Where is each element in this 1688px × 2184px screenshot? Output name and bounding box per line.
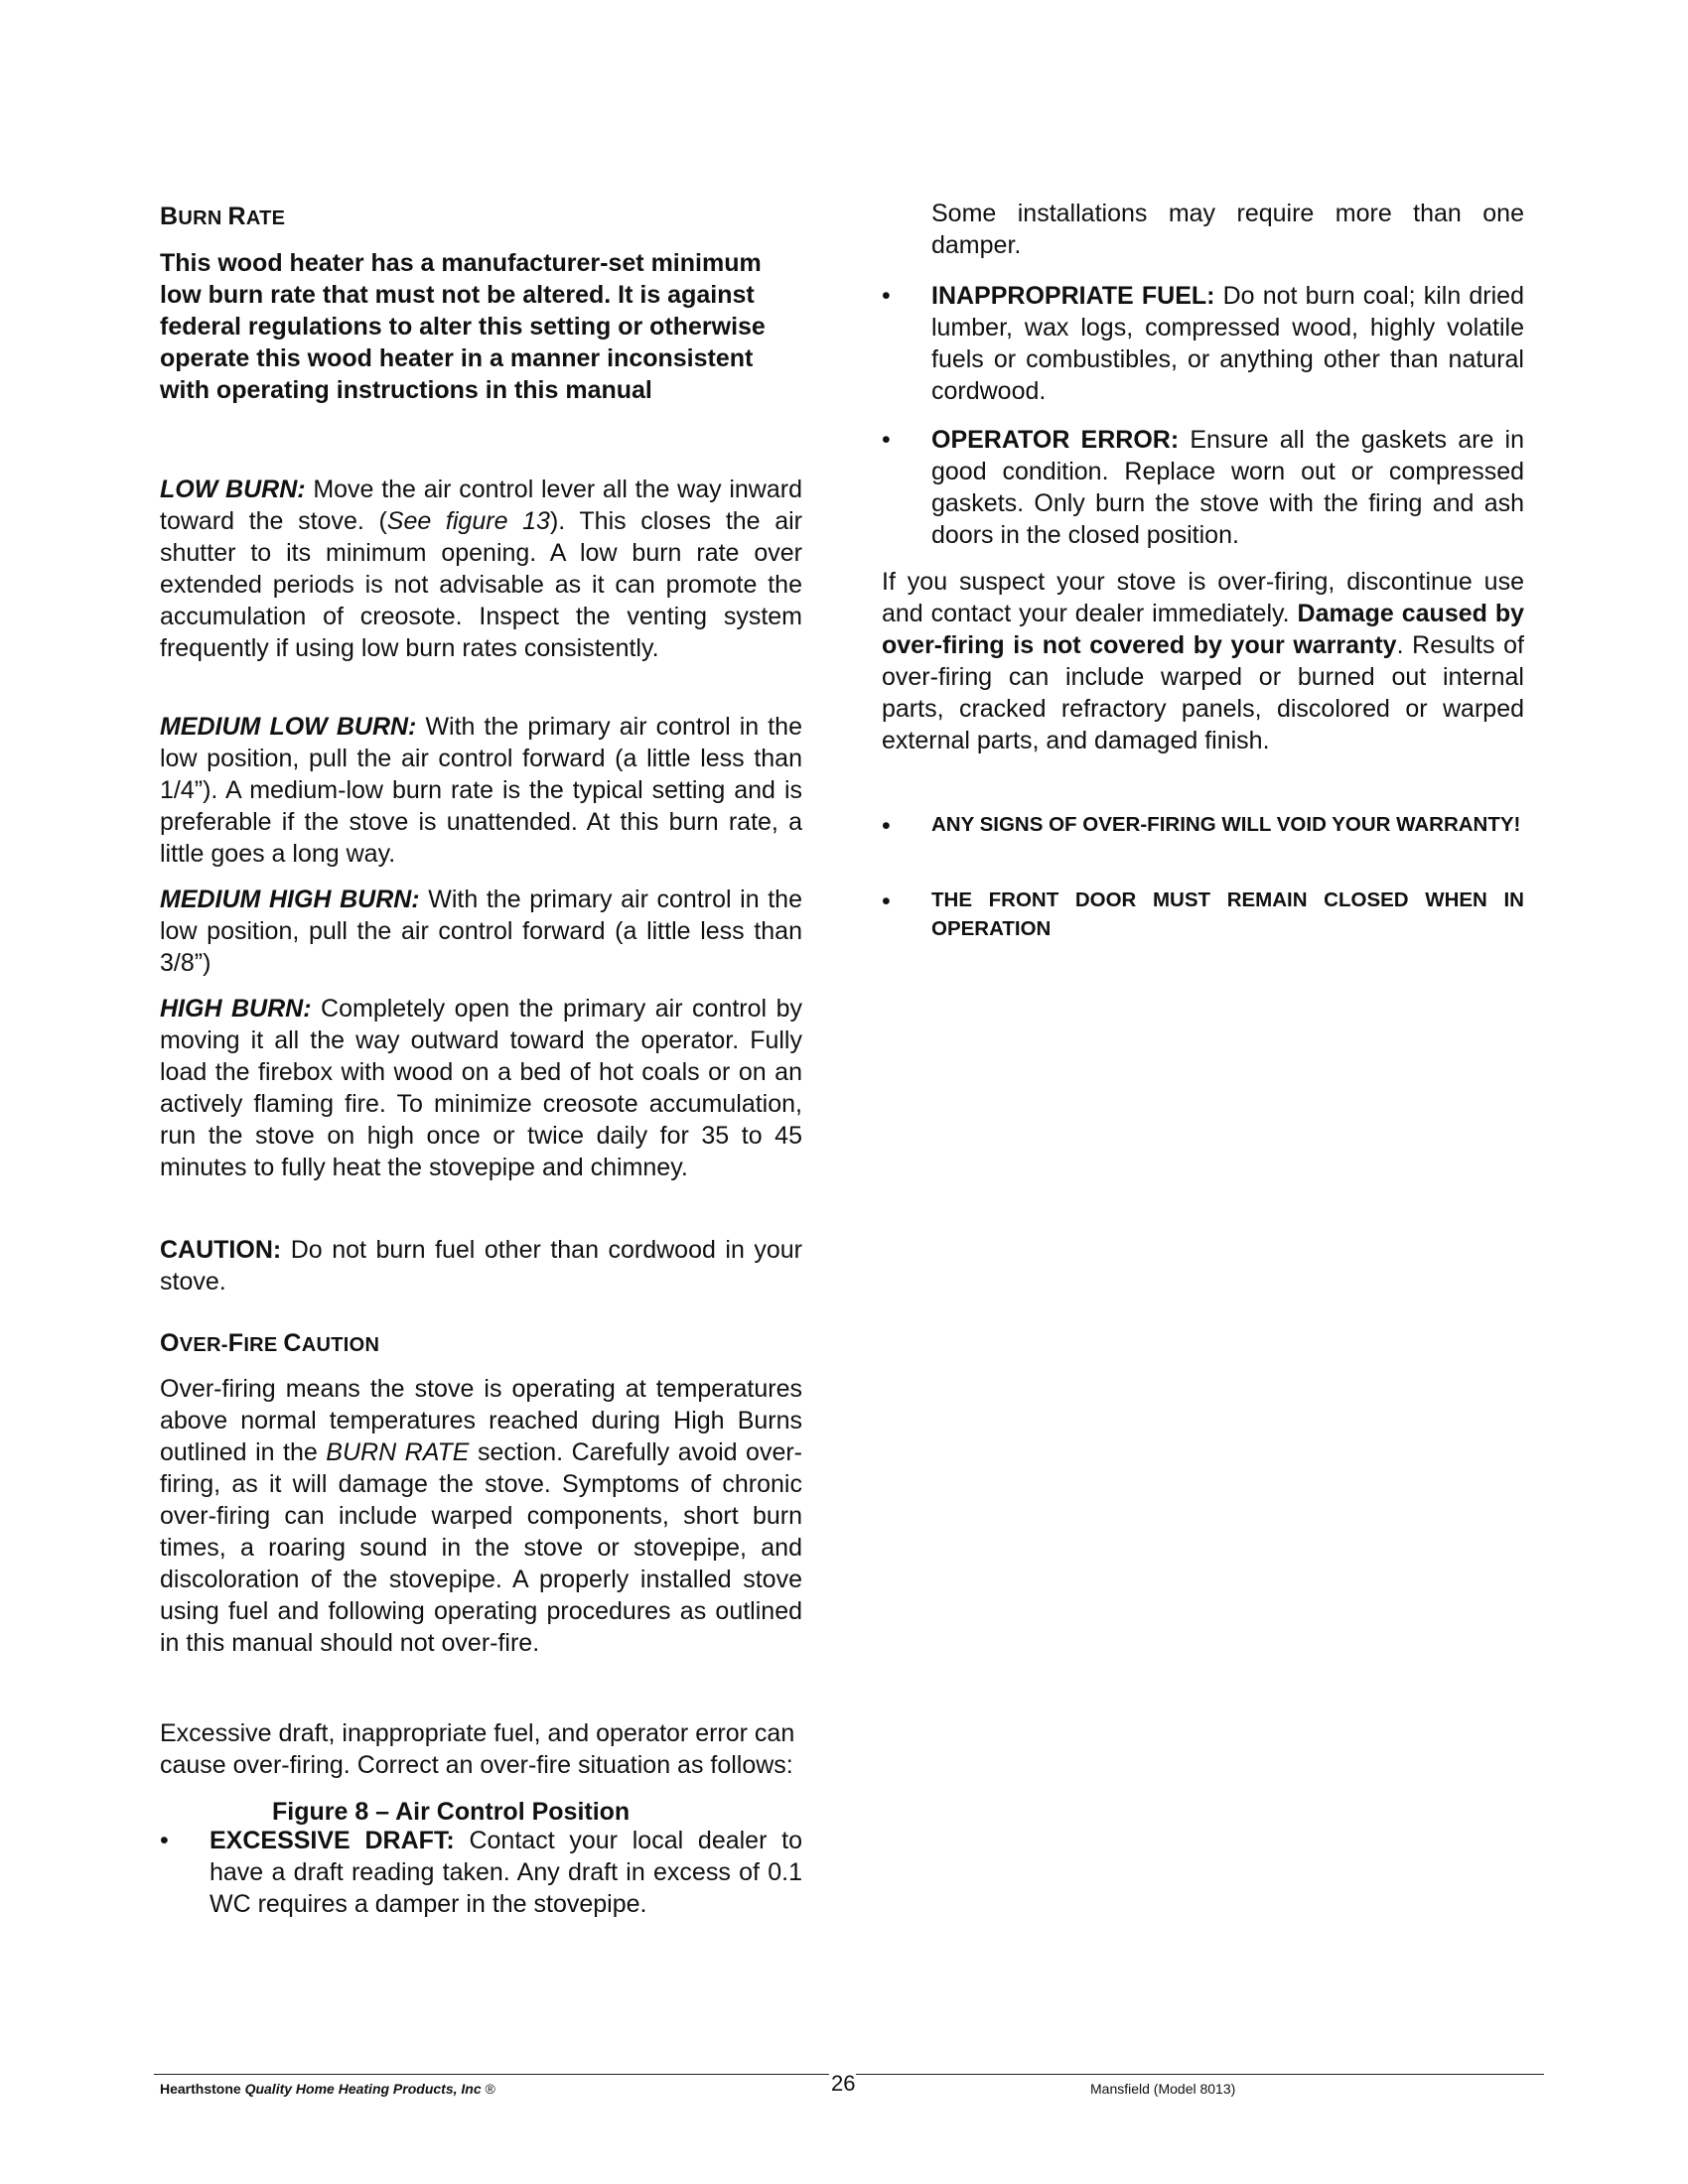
footer-company: Hearthstone Quality Home Heating Products, Inc ® <box>160 2081 495 2097</box>
caution-paragraph: CAUTION: Do not burn fuel other than cordwood in your stove. <box>160 1236 802 1296</box>
footer-page-number: 26 <box>831 2071 856 2096</box>
low-burn-paragraph: LOW BURN: Move the air control lever all the way inward toward the stove. (See figure 13). This closes the air shutter to its minimum opening. A low burn rate over extended periods is not advisable as it can promote the accumulation of creosote. Inspect the venting system frequently if using low burn rates consistently. <box>160 476 803 662</box>
bullet-excessive-draft: • EXCESSIVE DRAFT: Contact your local dealer to have a draft reading taken. Any draft in excess of 0.1 WC requires a damper in the stovepipe. <box>160 1827 802 1918</box>
burn-rate-warning: This wood heater has a manufacturer-set minimum low burn rate that must not be altered. It is against federal regulations to alter this setting or otherwise operate this wood heater in a manner inconsistent with operating instructions in this manual <box>160 249 766 404</box>
footer-rule-right <box>856 2074 1544 2075</box>
over-firing-suspect-paragraph: If you suspect your stove is over-firing, discontinue use and contact your dealer immediately. Damage caused by over-firing is not covered by your warranty. Results of over-firing can include warped or burned out internal parts, cracked refractory panels, discolored or warped external parts, and damaged finish. <box>882 568 1524 754</box>
over-fire-causes-paragraph: Excessive draft, inappropriate fuel, and operator error can cause over-firing. Correct an over-fire situation as follows: <box>160 1719 795 1779</box>
bullet-dot: • <box>882 812 891 840</box>
bullet-dot: • <box>882 426 891 454</box>
bullet-operator-error: • OPERATOR ERROR: Ensure all the gaskets are in good condition. Replace worn out or compressed gaskets. Only burn the stove with the firing and ash doors in the closed position. <box>882 426 1525 549</box>
warning-void-warranty: • ANY SIGNS OF OVER-FIRING WILL VOID YOUR WARRANTY! <box>882 812 1521 840</box>
over-fire-caution-heading: OVER-FIRE CAUTION <box>160 1329 380 1357</box>
figure-caption: Figure 8 – Air Control Position <box>272 1798 631 1826</box>
footer-rule-left <box>154 2074 829 2075</box>
bullet-dot: • <box>882 282 891 310</box>
medium-high-burn-paragraph: MEDIUM HIGH BURN: With the primary air control in the low position, pull the air control forward (a little less than 3/8”) <box>160 886 802 977</box>
high-burn-paragraph: HIGH BURN: Completely open the primary air control by moving it all the way outward toward the operator. Fully load the firebox with wood on a bed of hot coals or on an actively flaming fire. To minimize creosote accumulation, run the stove on high once or twice daily for 35 to 45 minutes to fully heat the stovepipe and chimney. <box>160 995 802 1181</box>
medium-low-burn-paragraph: MEDIUM LOW BURN: With the primary air control in the low position, pull the air control forward (a little less than 1/4”). A medium-low burn rate is the typical setting and is preferable if the stove is unattended. At this burn rate, a little goes a long way. <box>160 713 802 868</box>
bullet-inappropriate-fuel: • INAPPROPRIATE FUEL: Do not burn coal; kiln dried lumber, wax logs, compressed wood, highly volatile fuels or combustibles, or anything other than natural cordwood. <box>882 282 1524 405</box>
warning-front-door-closed: • THE FRONT DOOR MUST REMAIN CLOSED WHEN IN OPERATION <box>882 887 1524 940</box>
bullet-excessive-draft-continued: Some installations may require more than one damper. <box>931 200 1524 259</box>
bullet-dot: • <box>882 887 891 915</box>
bullet-dot: • <box>160 1827 169 1854</box>
footer-model: Mansfield (Model 8013) <box>1090 2081 1236 2097</box>
burn-rate-heading: BURN RATE <box>160 203 286 230</box>
over-firing-paragraph: Over-firing means the stove is operating at temperatures above normal temperatures reached during High Burns outlined in the BURN RATE section. Carefully avoid over-firing, as it will damage the stove. Symptoms of chronic over-firing can include warped components, short burn times, a roaring sound in the stove or stovepipe, and discoloration of the stovepipe. A properly installed stove using fuel and following operating procedures as outlined in this manual should not over-fire. <box>160 1375 803 1657</box>
